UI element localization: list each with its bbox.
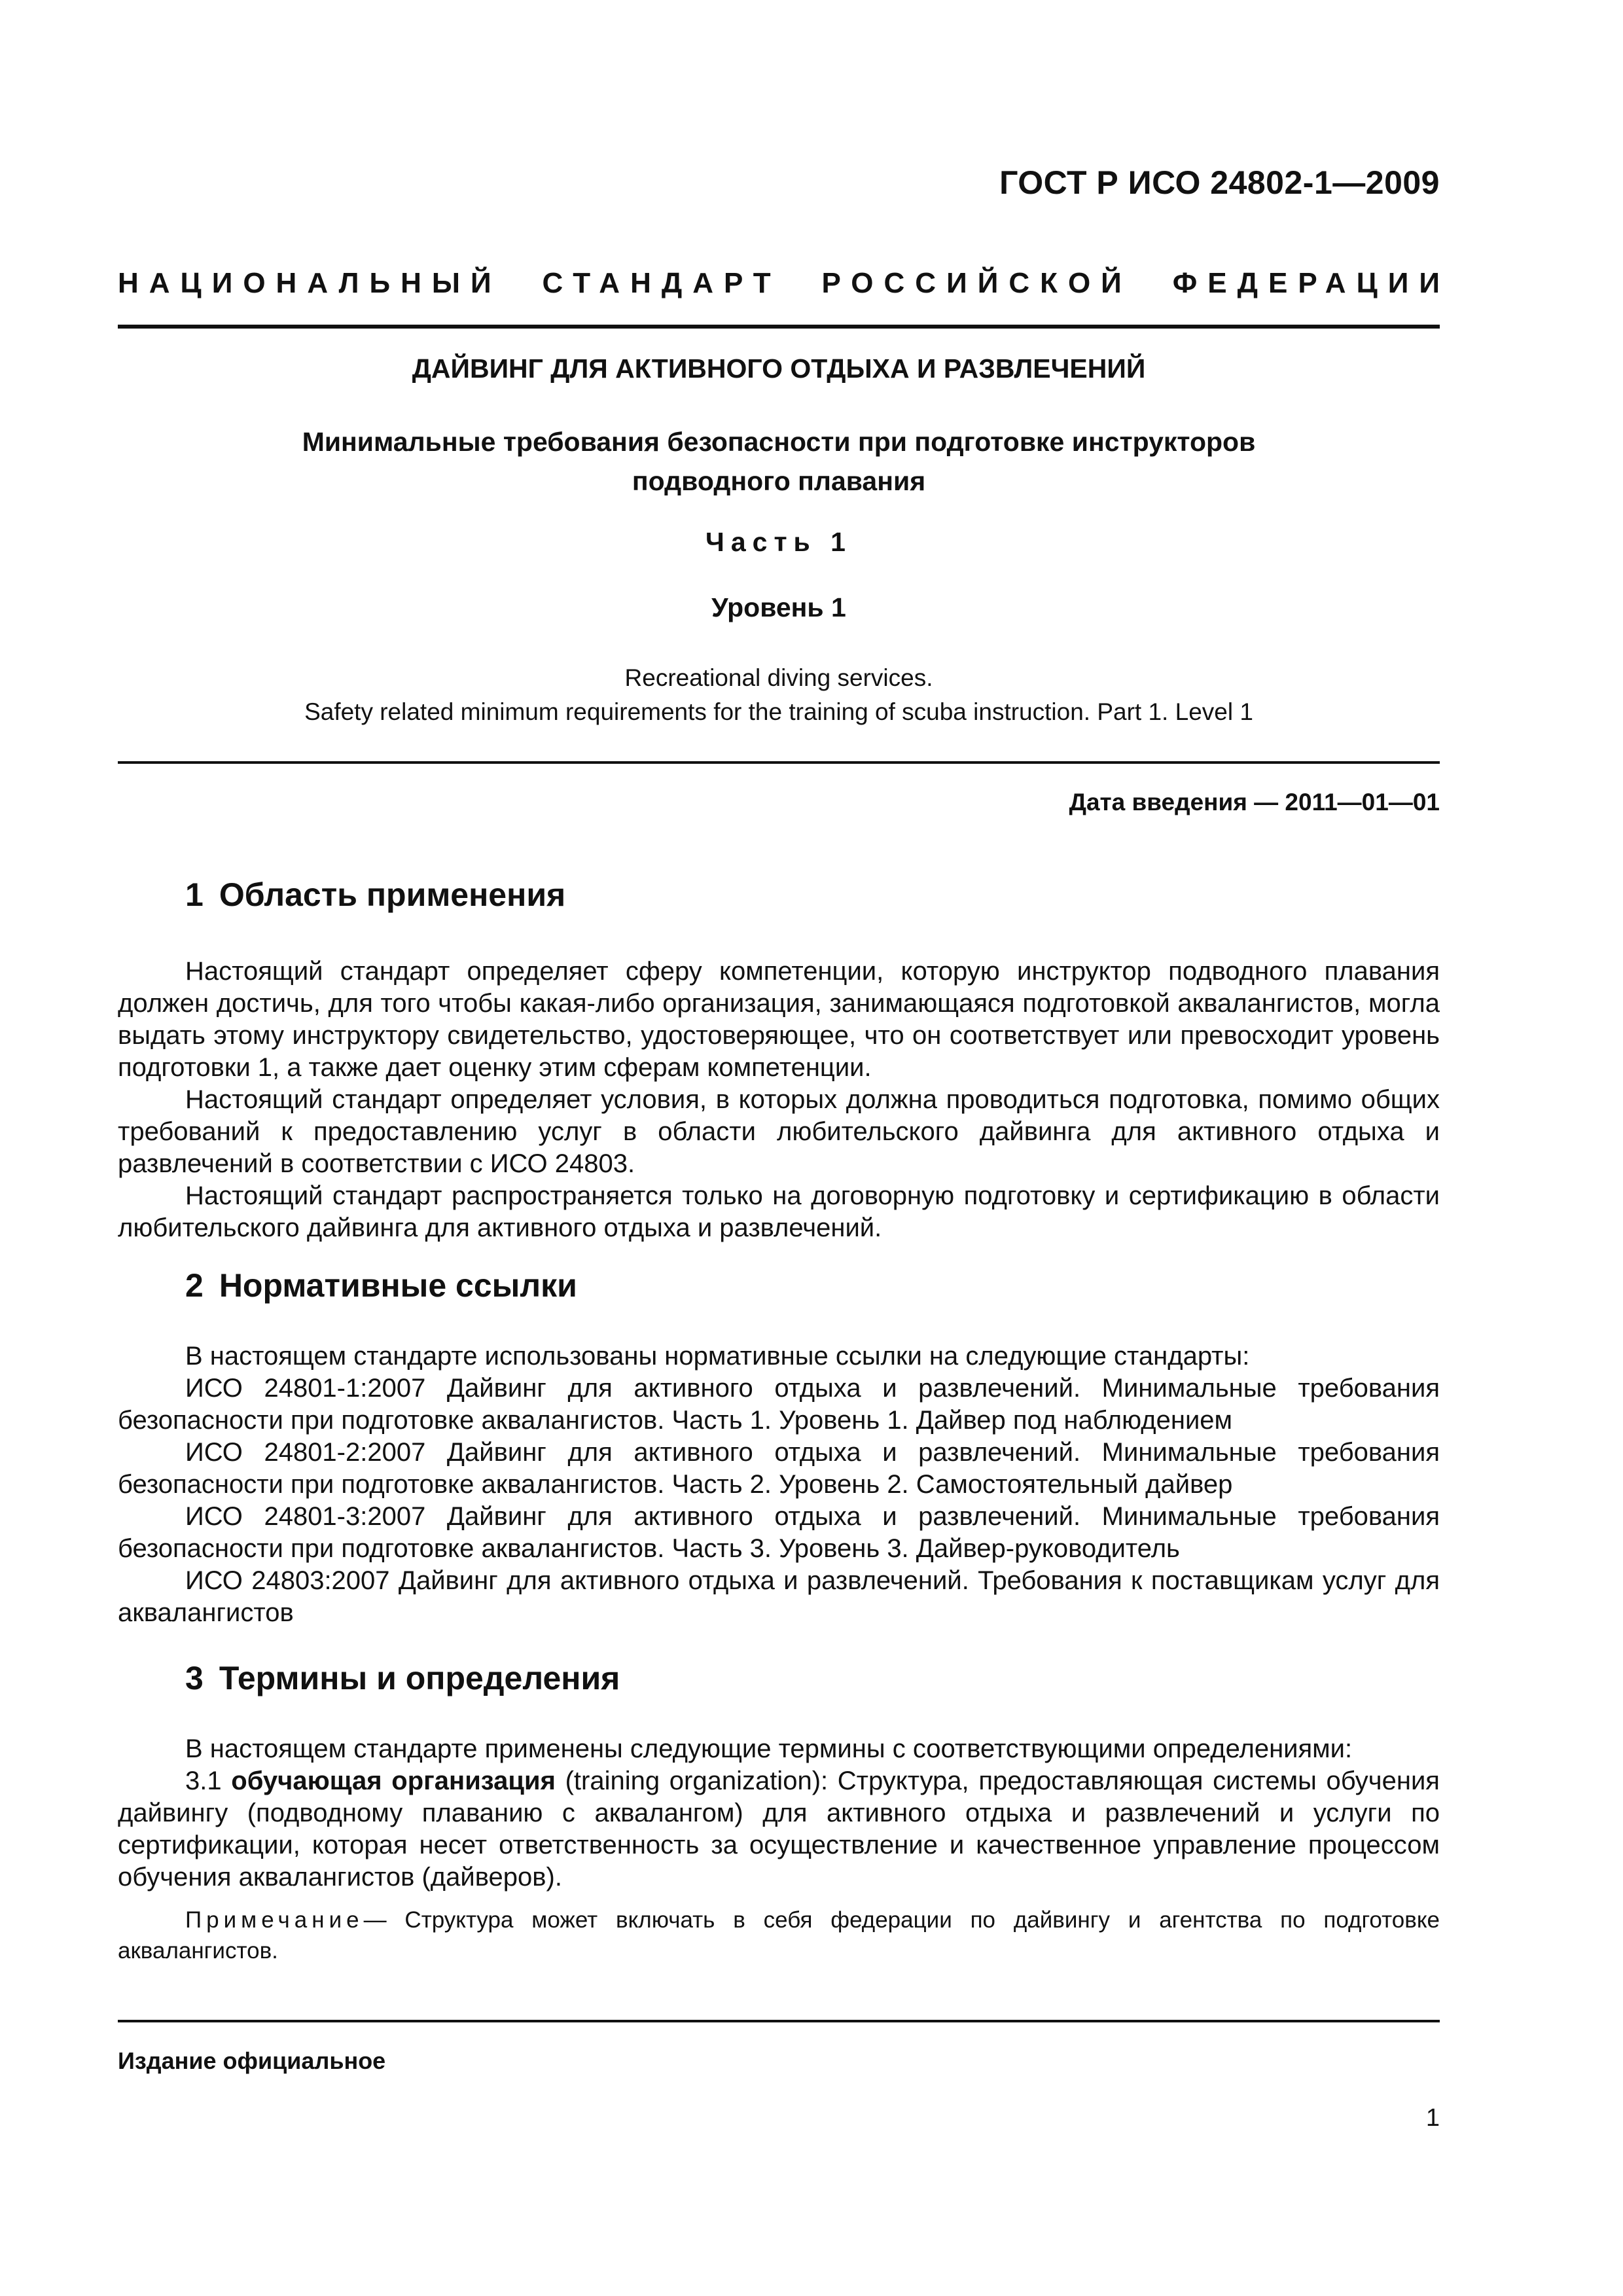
reference-item: ИСО 24801-1:2007 Дайвинг для активного отдыха и развлечений. Минимальные требования безопасности при подготовке аквалангистов. Часть 1. Уровень 1. Дайвер под наблюдением [118,1374,1440,1435]
section-number: 3 [185,1660,204,1696]
term: обучающая организация [231,1767,556,1795]
paragraph: В настоящем стандарте использованы нормативные ссылки на следующие стандарты: [185,1342,1250,1371]
footer-rule [118,2020,1440,2022]
banner-word: ФЕДЕРАЦИИ [1172,267,1450,299]
section-heading-3 [185,1659,620,1697]
document-title: ДАЙВИНГ ДЛЯ АКТИВНОГО ОТДЫХА И РАЗВЛЕЧЕНИЙ [412,353,1146,384]
level-label: Уровень 1 [711,592,846,622]
note [118,1905,1440,1966]
standard-designation: ГОСТ Р ИСО 24802-1—2009 [999,164,1440,201]
term-number: 3.1 [185,1767,222,1795]
section-title: Термины и определения [219,1660,620,1696]
section-heading-2 [185,1266,577,1304]
term-text: (training organization): Структура, предоставляющая системы обучения дайвингу (подводному плаванию с аквалангом) для активного отдыха и развлечений и услуги по сертификации, которая несет ответственность за осуществление и качественное управление процессом обучения аквалангистов (дайверов). [118,1767,1440,1892]
reference-item: ИСО 24801-2:2007 Дайвинг для активного отдыха и развлечений. Минимальные требования безопасности при подготовке аквалангистов. Часть 2. Уровень 2. Самостоятельный дайвер [118,1438,1440,1499]
note-paragraph [118,1905,1440,1966]
section-1-body [118,956,1440,1244]
section-3-body [118,1733,1440,1893]
section-title: Нормативные ссылки [219,1267,577,1304]
national-standard-banner [118,267,1450,300]
note-label: Примечание [185,1907,364,1933]
english-title [118,661,1440,729]
paragraph: Настоящий стандарт определяет сферу компетенции, которую инструктор подводного плавания должен достичь, для того чтобы какая-либо организация, занимающаяся подготовкой аквалангистов, могла выдать этому инструктору свидетельство, удостоверяющее, что он соответствует или превосходит уровень подготовки 1, а также дает оценку этим сферам компетенции. [118,957,1440,1082]
paragraph: Настоящий стандарт определяет условия, в которых должна проводиться подготовка, помимо общих требований к предоставлению услуг в области любительского дайвинга для активного отдыха и развлечений в соответствии с ИСО 24803. [118,1085,1440,1178]
page-number: 1 [1425,2104,1440,2132]
subtitle-line: подводного плавания [632,466,926,496]
section-heading-1 [185,876,565,914]
header-rule [118,325,1440,329]
banner-word: СТАНДАРТ [542,267,781,299]
paragraph: Настоящий стандарт распространяется только на договорную подготовку и сертификацию в области любительского дайвинга для активного отдыха и развлечений. [118,1181,1440,1242]
part-label: Часть 1 [705,527,852,557]
document-subtitle [118,422,1440,501]
section-number: 1 [185,876,204,913]
section-number: 2 [185,1267,204,1304]
note-text: — Структура может включать в себя федерации по дайвингу и агентства по подготовке аквалангистов. [118,1907,1440,1964]
section-2-body [118,1340,1440,1629]
paragraph: В настоящем стандарте применены следующие термины с соответствующими определениями: [185,1734,1353,1763]
title-rule [118,761,1440,764]
english-title-line: Recreational diving services. [624,664,933,691]
subtitle-line: Минимальные требования безопасности при подготовке инструкторов [302,427,1256,457]
reference-item: ИСО 24803:2007 Дайвинг для активного отдыха и развлечений. Требования к поставщикам услуг для аквалангистов [118,1566,1440,1627]
term-definition [118,1765,1440,1893]
reference-item: ИСО 24801-3:2007 Дайвинг для активного отдыха и развлечений. Минимальные требования безопасности при подготовке аквалангистов. Часть 3. Уровень 3. Дайвер-руководитель [118,1502,1440,1563]
section-title: Область применения [219,876,566,913]
introduction-date: Дата введения — 2011—01—01 [1069,789,1440,816]
english-title-line: Safety related minimum requirements for the training of scuba instruction. Part 1. Level 1 [304,698,1253,725]
banner-word: НАЦИОНАЛЬНЫЙ [118,267,502,299]
banner-word: РОССИЙСКОЙ [821,267,1132,299]
edition-label: Издание официальное [118,2047,386,2074]
